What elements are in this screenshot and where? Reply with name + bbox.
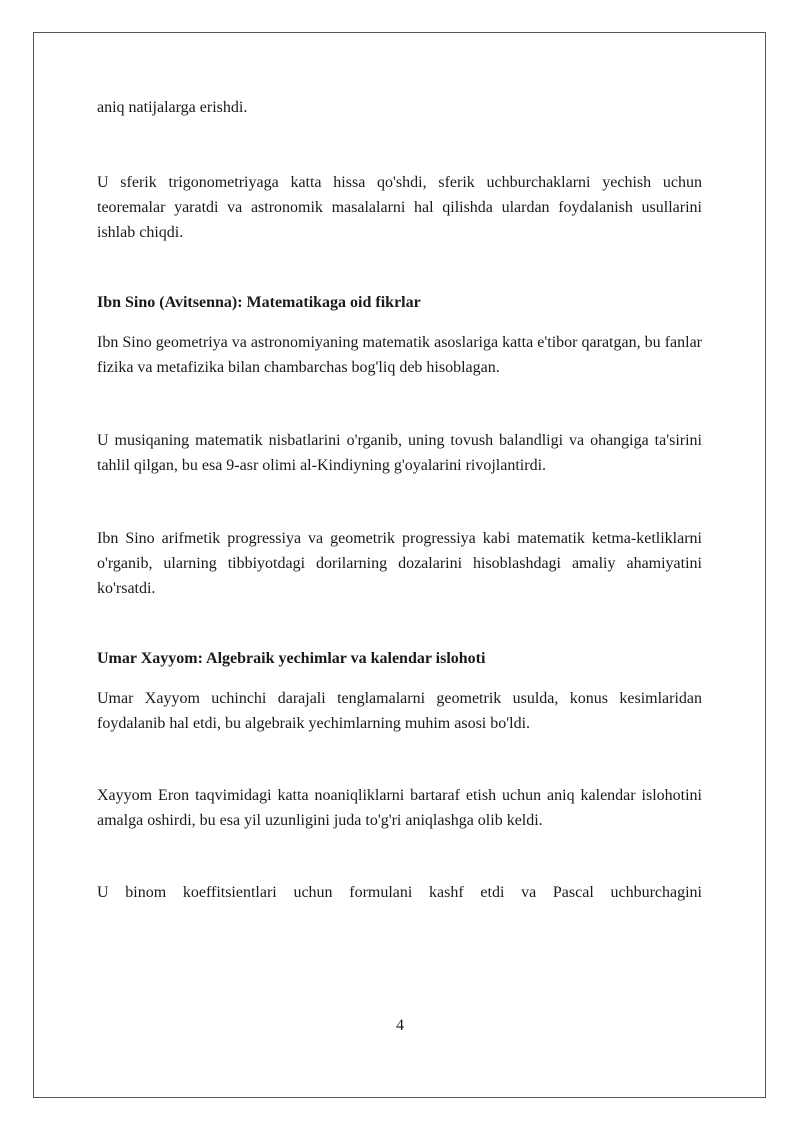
paragraph-ibn-sino-progressions: Ibn Sino arifmetik progressiya va geometrik progressiya kabi matematik ketma-ketliklarni o'rganib, ularning tibbiyotdagi dorilarning dozalarini hisoblashdagi amaliy ahamiyatini ko'rsatdi. — [97, 530, 702, 597]
page-number: 4 — [396, 1017, 404, 1034]
paragraph-ibn-sino-geometry: Ibn Sino geometriya va astronomiyaning matematik asoslariga katta e'tibor qaratgan, bu fanlar fizika va metafizika bilan chambarchas bog'liq deb hisoblagan. — [97, 334, 702, 376]
page-content — [97, 95, 702, 905]
paragraph-ibn-sino-music: U musiqaning matematik nisbatlarini o'rganib, uning tovush balandligi va ohangiga ta'sirini tahlil qilgan, bu esa 9-asr olimi al-Kindiyning g'oyalarini rivojlantirdi. — [97, 432, 702, 474]
paragraph-xayyom-calendar: Xayyom Eron taqvimidagi katta noaniqliklarni bartaraf etish uchun aniq kalendar islohotini amalga oshirdi, bu esa yil uzunligini juda to'g'ri aniqlashga olib keldi. — [97, 787, 702, 829]
paragraph-xayyom-cubic-equations: Umar Xayyom uchinchi darajali tenglamalarni geometrik usulda, konus kesimlaridan foydalanib hal etdi, bu algebraik yechimlarning muhim asosi bo'ldi. — [97, 690, 702, 732]
paragraph-xayyom-binomial: U binom koeffitsientlari uchun formulani kashf etdi va Pascal uchburchagini — [97, 884, 702, 901]
heading-ibn-sino: Ibn Sino (Avitsenna): Matematikaga oid fikrlar — [97, 294, 421, 311]
paragraph-continuation: aniq natijalarga erishdi. — [97, 99, 248, 116]
heading-umar-xayyom: Umar Xayyom: Algebraik yechimlar va kalendar islohoti — [97, 650, 486, 667]
paragraph-spherical-trigonometry: U sferik trigonometriyaga katta hissa qo'shdi, sferik uchburchaklarni yechish uchun teoremalar yaratdi va astronomik masalalarni hal qilishda ulardan foydalanish usullarini ishlab chiqdi. — [97, 174, 702, 241]
